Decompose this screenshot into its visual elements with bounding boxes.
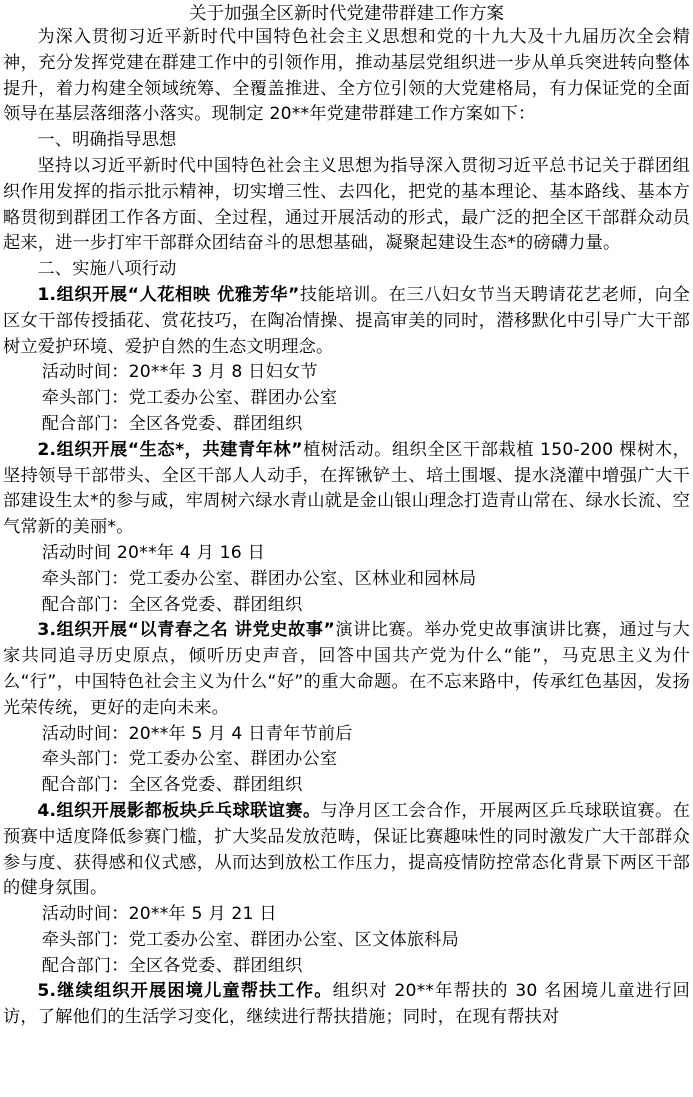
section-heading-eight-actions: 二、实施八项行动 [37, 259, 177, 280]
action-time: 活动时间：20**年 5 月 21 日 [41, 904, 277, 925]
action-paragraph [3, 438, 690, 541]
action-lead-department: 牵头部门：党工委办公室、群团办公室 [41, 388, 338, 409]
action-paragraph [3, 799, 690, 902]
action-time: 活动时间 20**年 4 月 16 日 [41, 542, 265, 563]
action-lead-department: 牵头部门：党工委办公室、群团办公室、区文体旅科局 [41, 929, 459, 950]
action-cooperating-department: 配合部门：全区各党委、群团组织 [41, 594, 303, 615]
intro-paragraph: 为深入贯彻习近平新时代中国特色社会主义思想和党的十九大及十九届历次全会精神，充分发挥党建在群建工作中的引领作用，推动基层党组织进一步从单兵突进转向整体提升，着力构建全领域统筹、全覆盖推进、全方位引领的大党建格局，有力保证党的全面领导在基层落细落小落实。现制定 20**年党建带群建工作方案如下： [3, 27, 690, 125]
guiding-ideology-paragraph: 坚持以习近平新时代中国特色社会主义思想为指导深入贯彻习近平总书记关于群团组织作用发挥的指示批示精神，切实增三性、去四化，把党的基本理论、基本路线、基本方略贯彻到群团工作各方面、全过程，通过开展活动的形式，最广泛的把全区干部群众动员起来，进一步打牢干部群众团结奋斗的思想基础，凝聚起建设生态*的磅礴力量。 [3, 155, 690, 254]
action-lead-department: 牵头部门：党工委办公室、群团办公室、区林业和园林局 [41, 568, 477, 589]
action-lead: 5.继续组织开展困境儿童帮扶工作。 [37, 981, 333, 1002]
action-time: 活动时间：20**年 3 月 8 日妇女节 [41, 362, 318, 383]
section-heading-guiding-ideology: 一、明确指导思想 [37, 130, 177, 151]
action-cooperating-department: 配合部门：全区各党委、群团组织 [41, 413, 303, 434]
action-text: 演讲比赛。举办党史故事演讲比赛，通过与大家共同追寻历史原点，倾听历史声音，回答中国共产党为什么“能”，马克思主义为什么“行”，中国特色社会主义为什么“好”的重大命题。在不忘来路中，传承红色基因，发扬光荣传统，更好的走向未来。 [3, 620, 690, 718]
document-title: 关于加强全区新时代党建带群建工作方案 [189, 4, 504, 24]
action-text: 与净月区工会合作，开展两区乒乓球联谊赛。在预赛中适度降低参赛门槛，扩大奖品发放范畴，保证比赛趣味性的同时激发广大干部群众参与度、获得感和仪式感，从而达到放松工作压力，提高疫情防控常态化背景下两区干部的健身氛围。 [3, 800, 691, 899]
document-body [3, 25, 690, 1031]
action-cooperating-department: 配合部门：全区各党委、群团组织 [41, 955, 303, 976]
action-paragraph [3, 979, 690, 1031]
action-text: 组织对 20**年帮扶的 30 名困境儿童进行回访，了解他们的生活学习变化，继续进行帮扶措施；同时，在现有帮扶对 [3, 981, 690, 1028]
action-time: 活动时间：20**年 5 月 4 日青年节前后 [41, 723, 353, 744]
action-lead: 4.组织开展影都板块乒乓球联谊赛。 [37, 800, 321, 821]
action-lead-department: 牵头部门：党工委办公室、群团办公室 [41, 749, 338, 770]
action-text: 植树活动。组织全区干部栽植 150-200 棵树木，坚持领导干部带头、全区干部人人动手，在挥锹铲土、培土围堰、提水浇灌中增强广大干部建设生太*的参与咸，牢周树六绿水青山就是金山银山理念打造青山常在、绿水长流、空气常新的美丽*。 [3, 439, 690, 538]
action-paragraph [3, 618, 690, 721]
action-lead: 2.组织开展“生态*，共建青年林” [37, 439, 303, 460]
action-lead: 1.组织开展“人花相映 优雅芳华” [37, 284, 300, 305]
action-text: 技能培训。在三八妇女节当天聘请花艺老师，向全区女干部传授插花、赏花技巧，在陶冶情操、提高审美的同时，潜移默化中引导广大干部树立爱护环境、爱护自然的生态文明理念。 [3, 284, 691, 357]
action-lead: 3.组织开展“以青春之名 讲党史故事” [37, 620, 336, 641]
action-cooperating-department: 配合部门：全区各党委、群团组织 [41, 775, 303, 796]
action-paragraph [3, 283, 690, 360]
